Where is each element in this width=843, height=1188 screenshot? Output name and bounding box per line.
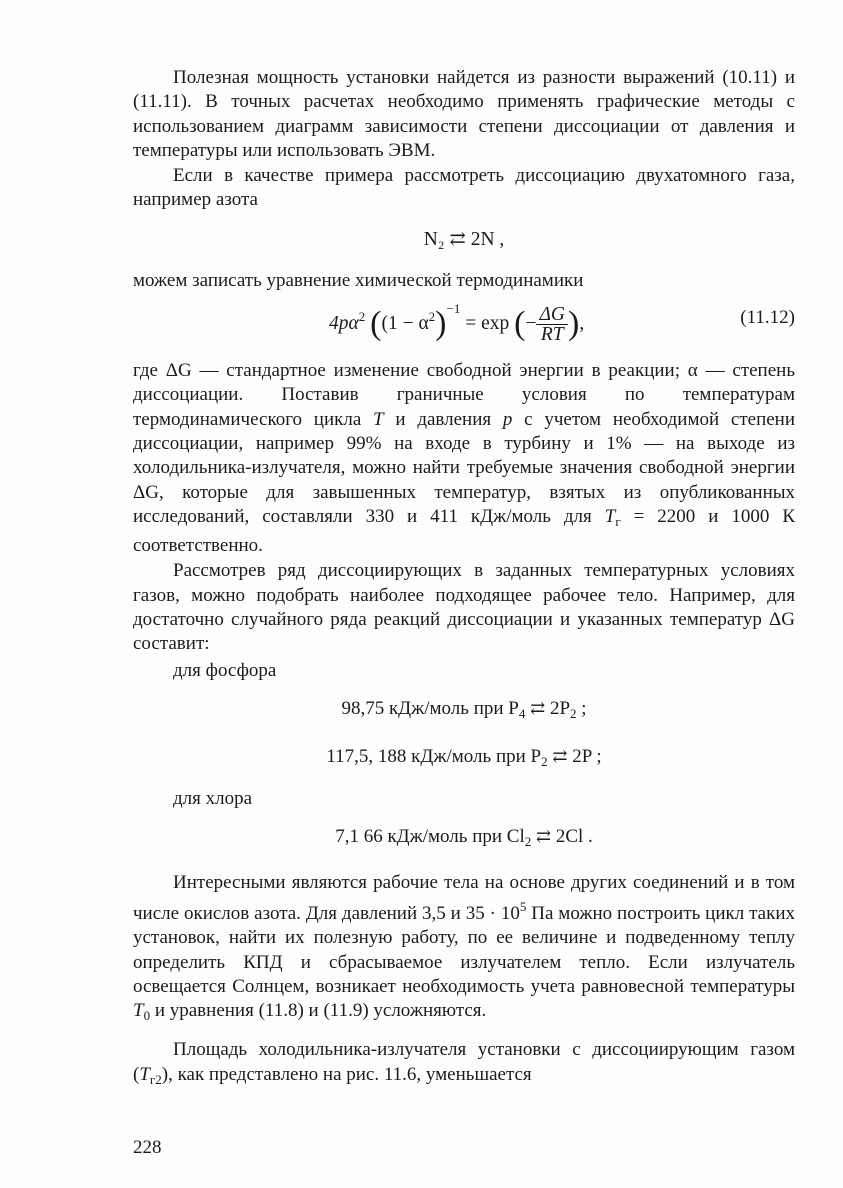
paragraph-5: Рассмотрев ряд диссоциирующих в заданных температурных условиях газов, можно подобрать наиболее подходящее рабочее тело. Например, для достаточно случайного ряда реакций диссоциации и указанных температур ΔG составит: [133,560,795,655]
eq-denominator: RT [540,324,564,346]
eq-rhs: = exp [465,313,510,335]
equation-nitrogen: N₂ ⇄ 2N , [423,228,505,250]
paragraph-2: Если в качестве примера рассмотреть диссоциацию двухатомного газа, например азота [133,165,795,211]
paragraph-7: Площадь холодильника-излучателя установки с диссоциирующим газом $(T_{г2})$, как представлено на рис. 11.6, уменьшается [133,1039,795,1087]
equation-number: (11.12) [740,307,795,329]
reaction-3: 7,1 66 кДж/моль при $Cl_2$ ⇄ 2Cl . [335,825,593,849]
eq-exponent: −1 [446,301,461,317]
label-chlorine: для хлора [173,787,253,809]
paragraph-3: можем записать уравнение химической термодинамики [133,269,584,291]
reaction-1: 98,75 кДж/моль при $P_4$ ⇄ $2P_2$ ; [341,697,587,721]
eq-lhs-b: (1 − α [381,313,429,335]
eq-lhs-a: 4pα [329,313,359,335]
reaction-2: 117,5, 188 кДж/моль при $P_2$ ⇄ 2P ; [326,745,602,769]
paragraph-6: Интересными являются рабочие тела на основе других соединений и в том числе окислов азота. Для давлений 3,5 и $35 \cdot 10^5$ Па можно построить цикл таких установок, найти их полезную работу, по ее величине и подведенному теплу определить КПД и сбрасываемое излучателем тепло. Если излучатель освещается Солнцем, возникает необходимость учета равновесной температуры $T_0$ и уравнения (11.8) и (11.9) усложняются. [133,871,795,1024]
equation-11-12: $4p\alpha^2$ ($(1 - \alpha^2)^{-1} = \exp$ (− $\frac{\Delta G}{RT}$ ), (11.12) [329,301,795,346]
page-number: 228 [133,1137,162,1158]
eq-numerator: ΔG [536,305,568,325]
page-body [133,66,795,1092]
label-phosphorus: для фосфора [173,659,277,681]
paragraph-4: где ΔG — стандартное изменение свободной энергии в реакции; α — степень диссоциации. Поставив граничные условия по температурам термодинамического цикла T и давления p с учетом необходимой степени диссоциации, например 99% на входе в турбину и 1% — на выходе из холодильника-излучателя, можно найти требуемые значения свободной энергии ΔG, которые для завышенных температур, взятых из опубликованных исследований, составляли 330 и 411 кДж/моль для $T_г = 2200$ и 1000 К соответственно. [133,360,796,557]
paragraph-1: Полезная мощность установки найдется из разности выражений (10.11) и (11.11). В точных расчетах необходимо применять графические методы с использованием диаграмм зависимости степени диссоциации от давления и температуры или использовать ЭВМ. [133,67,795,161]
